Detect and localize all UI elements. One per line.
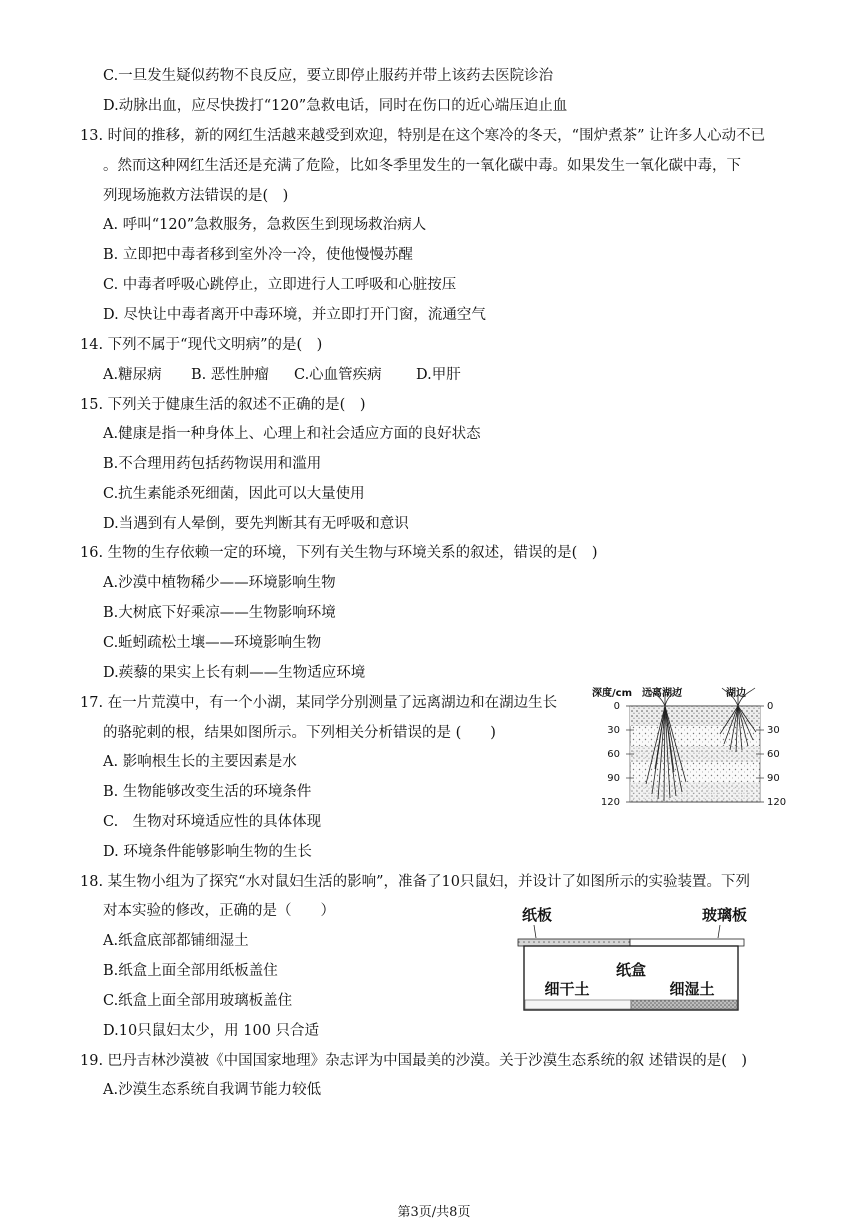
q16-option-d: D.蒺藜的果实上长有刺——生物适应环境 — [103, 665, 366, 681]
q17-option-a: A. 影响根生长的主要因素是水 — [103, 754, 297, 770]
q12-option-d: D.动脉出血，应尽快拨打“120”急救电话，同时在伤口的近心端压迫止血 — [103, 98, 568, 114]
far-lake-label: 远离湖边 — [642, 688, 682, 699]
q13-option-a: A. 呼叫“120”急救服务，急救医生到现场救治病人 — [103, 217, 427, 233]
q13-option-c: C. 中毒者呼吸心跳停止，立即进行人工呼吸和心脏按压 — [103, 277, 457, 293]
q16-stem: 16. 生物的生存依赖一定的环境，下列有关生物与环境关系的叙述，错误的是( ) — [80, 545, 598, 561]
q14-stem: 14. 下列不属于“现代文明病”的是( ) — [80, 337, 323, 353]
q13-option-d: D. 尽快让中毒者离开中毒环境，并立即打开门窗，流通空气 — [103, 307, 486, 323]
depth-tick-right-90: 90 — [767, 773, 780, 784]
q14-options — [103, 365, 461, 385]
q16-option-c: C.蚯蚓疏松土壤——环境影响生物 — [103, 635, 322, 651]
q17-option-c: C. 生物对环境适应性的具体体现 — [103, 814, 322, 830]
q18-option-d: D.10只鼠妇太少，用 100 只合适 — [103, 1023, 320, 1039]
q12-option-c: C.一旦发生疑似药物不良反应，要立即停止服药并带上该药去医院诊治 — [103, 68, 554, 84]
q18-stem-line2: 对本实验的修改，正确的是（ ） — [103, 903, 335, 919]
depth-tick-right-0: 0 — [767, 701, 774, 712]
page-number: 第3页/共8页 — [397, 1205, 471, 1220]
depth-tick-left-120: 120 — [600, 797, 620, 808]
depth-tick-right-30: 30 — [767, 725, 780, 736]
q14-option-b: B. 恶性肿瘤 — [191, 367, 269, 383]
glass-board-label: 玻璃板 — [702, 906, 748, 924]
q13-stem-line1: 13. 时间的推移，新的网红生活越来越受到欢迎，特别是在这个寒冷的冬天，“围炉煮茶” 让许多人心动不已 — [80, 128, 766, 144]
q17-option-d: D. 环境条件能够影响生物的生长 — [103, 844, 312, 860]
paper-board-pointer — [534, 925, 536, 938]
depth-tick-left-60: 60 — [607, 749, 620, 760]
q19-option-a: A.沙漠生态系统自我调节能力较低 — [103, 1082, 322, 1098]
depth-tick-left-0: 0 — [613, 701, 620, 712]
depth-tick-right-60: 60 — [767, 749, 780, 760]
paper-board-label: 纸板 — [522, 906, 553, 924]
q18-option-a: A.纸盒底部都铺细湿土 — [103, 933, 249, 949]
glass-board-cover — [630, 939, 744, 946]
wet-soil-layer — [631, 1000, 737, 1009]
q18-stem-line1: 18. 某生物小组为了探究“水对鼠妇生活的影响”，准备了10只鼠妇，并设计了如图所示的实验装置。下列 — [80, 874, 750, 890]
soil-mid-layer — [630, 746, 760, 762]
q17-stem-line1: 17. 在一片荒漠中，有一个小湖，某同学分别测量了远离湖边和在湖边生长 — [80, 695, 558, 711]
q14-option-c: C.心血管疾病 — [294, 367, 382, 383]
soil-bottom-layer — [630, 782, 760, 802]
depth-ticks-right — [767, 701, 786, 808]
wet-soil-label: 细湿土 — [669, 980, 715, 998]
q17-stem-line2: 的骆驼刺的根，结果如图所示。下列相关分析错误的是 ( ) — [103, 725, 496, 741]
q13-option-b: B. 立即把中毒者移到室外冷一冷，使他慢慢苏醒 — [103, 247, 413, 263]
paper-board-cover — [518, 939, 630, 946]
q19-stem: 19. 巴丹吉林沙漠被《中国国家地理》杂志评为中国最美的沙漠。关于沙漠生态系统的叙 述错误的是( ) — [80, 1053, 748, 1069]
q15-stem: 15. 下列关于健康生活的叙述不正确的是( ) — [80, 397, 366, 413]
q15-option-c: C.抗生素能杀死细菌，因此可以大量使用 — [103, 486, 365, 502]
near-lake-label: 湖边 — [726, 688, 746, 699]
q15-option-a: A.健康是指一种身体上、心理上和社会适应方面的良好状态 — [103, 426, 481, 442]
q18-option-c: C.纸盒上面全部用玻璃板盖住 — [103, 993, 293, 1009]
dry-soil-layer — [525, 1000, 631, 1009]
q14-option-a: A.糖尿病 — [103, 367, 162, 383]
experiment-box-figure — [512, 900, 752, 1016]
root-depth-figure — [590, 684, 790, 808]
q16-option-a: A.沙漠中植物稀少——环境影响生物 — [103, 575, 336, 591]
q16-option-b: B.大树底下好乘凉——生物影响环境 — [103, 605, 336, 621]
depth-tick-right-120: 120 — [767, 797, 787, 808]
q14-option-d: D.甲肝 — [416, 367, 461, 383]
q15-option-b: B.不合理用药包括药物误用和滥用 — [103, 456, 322, 472]
depth-tick-left-30: 30 — [607, 725, 620, 736]
glass-board-pointer — [718, 925, 720, 938]
q15-option-d: D.当遇到有人晕倒，要先判断其有无呼吸和意识 — [103, 516, 409, 532]
paper-box-label: 纸盒 — [615, 961, 647, 979]
q18-option-b: B.纸盒上面全部用纸板盖住 — [103, 963, 278, 979]
depth-ticks-left — [601, 701, 620, 808]
depth-tick-left-90: 90 — [607, 773, 620, 784]
dry-soil-label: 细干土 — [544, 980, 590, 998]
q13-stem-line2: 。然而这种网红生活还是充满了危险，比如冬季里发生的一氧化碳中毒。如果发生一氧化碳中毒，下 — [103, 158, 741, 174]
depth-axis-label: 深度/cm — [592, 688, 632, 699]
q17-option-b: B. 生物能够改变生活的环境条件 — [103, 784, 312, 800]
q13-stem-line3: 列现场施救方法错误的是( ) — [103, 188, 289, 204]
